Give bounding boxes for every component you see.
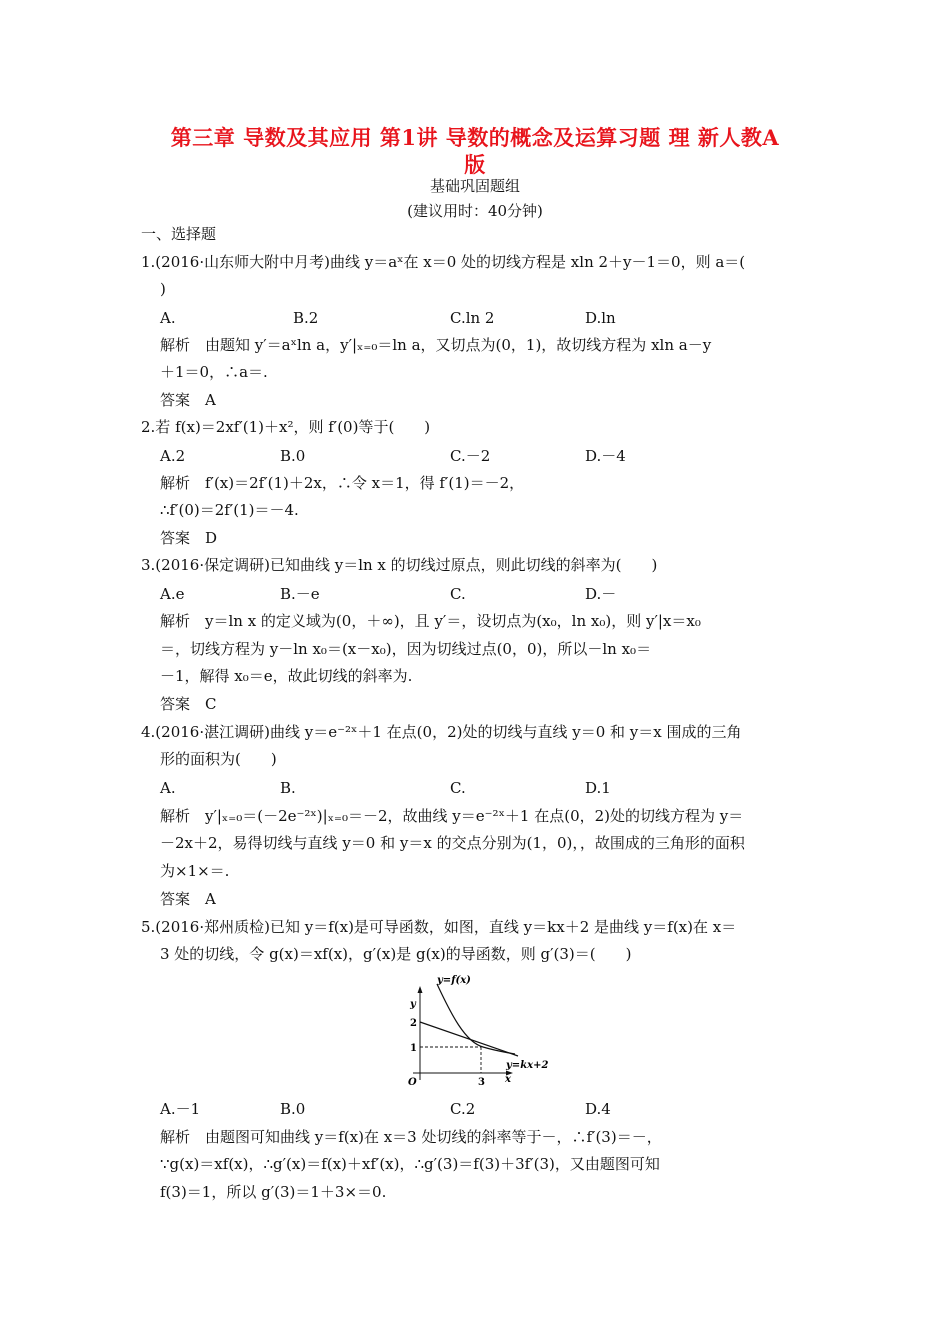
q5-option-a: A.－1 xyxy=(160,1100,201,1118)
q4-stem-line1: 4.(2016·湛江调研)曲线 y＝e⁻²ˣ＋1 在点(0，2)处的切线与直线 y＝0 和 y＝x 围成的三角 xyxy=(141,723,742,741)
q1-stem-line1: 1.(2016·山东师大附中月考)曲线 y＝aˣ在 x＝0 处的切线方程是 xln 2＋y－1＝0，则 a＝( xyxy=(141,253,746,271)
q4-option-b: B. xyxy=(280,779,296,797)
curve-fx xyxy=(437,984,515,1054)
tangent-line-figure xyxy=(393,970,553,1092)
x-axis-label: x xyxy=(505,1074,511,1085)
q5-option-c: C.2 xyxy=(450,1100,476,1118)
q5-analysis-line1: 解析 由题图可知曲线 y＝f(x)在 x＝3 处切线的斜率等于－，∴f′(3)＝－， xyxy=(160,1128,662,1146)
q4-answer: 答案 A xyxy=(160,890,216,908)
q5-option-d: D.4 xyxy=(585,1100,611,1118)
y-axis-label: y xyxy=(410,999,416,1010)
q1-option-b: B.2 xyxy=(293,309,319,327)
q3-analysis-line1: 解析 y＝ln x 的定义域为(0，＋∞)，且 y′＝，设切点为(x₀，ln x₀)，则 y′|x＝x₀ xyxy=(160,612,701,630)
group-heading: 基础巩固题组 xyxy=(429,177,520,195)
q2-answer: 答案 D xyxy=(160,529,218,547)
q2-analysis-line2: ∴f′(0)＝2f′(1)＝－4. xyxy=(160,501,299,519)
q3-analysis-line3: －1，解得 x₀＝e，故此切线的斜率为. xyxy=(160,667,413,685)
time-suggestion: (建议用时：40分钟) xyxy=(407,202,543,220)
q3-option-a: A.e xyxy=(160,585,185,603)
q5-stem-line2: 3 处的切线，令 g(x)＝xf(x)，g′(x)是 g(x)的导函数，则 g′(3)＝( ) xyxy=(160,945,632,963)
q1-option-c: C.ln 2 xyxy=(450,309,495,327)
q5-analysis-line2: ∵g(x)＝xf(x)，∴g′(x)＝f(x)＋xf′(x)，∴g′(3)＝f(3)＋3f′(3)，又由题图可知 xyxy=(160,1155,660,1173)
q2-option-b: B.0 xyxy=(280,447,306,465)
section-heading: 一、选择题 xyxy=(141,225,217,243)
q4-option-a: A. xyxy=(160,779,176,797)
q2-option-a: A.2 xyxy=(160,447,186,465)
q2-analysis-line1: 解析 f′(x)＝2f′(1)＋2x，∴令 x＝1，得 f′(1)＝－2， xyxy=(160,474,525,492)
q1-analysis-line2: ＋1＝0，∴a＝. xyxy=(160,363,268,381)
q4-stem-line2: 形的面积为( ) xyxy=(160,750,277,768)
q2-option-c: C.－2 xyxy=(450,447,491,465)
origin-label: O xyxy=(408,1077,417,1088)
q3-stem: 3.(2016·保定调研)已知曲线 y＝ln x 的切线过原点，则此切线的斜率为( ) xyxy=(141,556,658,574)
title-line-2: 版 xyxy=(464,152,486,177)
q5-stem-line1: 5.(2016·郑州质检)已知 y＝f(x)是可导函数，如图，直线 y＝kx＋2 是曲线 y＝f(x)在 x＝ xyxy=(141,918,737,936)
q3-option-b: B.－e xyxy=(280,585,320,603)
title-line-1: 第三章 导数及其应用 第1讲 导数的概念及运算习题 理 新人教A xyxy=(170,125,780,150)
q4-option-c: C. xyxy=(450,779,466,797)
q3-option-c: C. xyxy=(450,585,466,603)
tangent-line xyxy=(420,1022,518,1056)
q5-option-b: B.0 xyxy=(280,1100,306,1118)
tick-label-1: 1 xyxy=(410,1043,417,1054)
q5-analysis-line3: f(3)＝1，所以 g′(3)＝1＋3×＝0. xyxy=(160,1183,387,1201)
q2-stem: 2.若 f(x)＝2xf′(1)＋x²，则 f′(0)等于( ) xyxy=(141,418,431,436)
tick-label-2: 2 xyxy=(410,1018,417,1029)
q3-option-d: D.－ xyxy=(585,585,617,603)
q4-option-d: D.1 xyxy=(585,779,611,797)
q1-option-d: D.ln xyxy=(585,309,616,327)
document-title xyxy=(140,124,810,178)
q1-answer: 答案 A xyxy=(160,391,216,409)
q3-answer: 答案 C xyxy=(160,695,217,713)
q1-stem-line2: ) xyxy=(160,280,166,298)
line-label: y=kx+2 xyxy=(506,1060,549,1071)
figure-y-arrow xyxy=(418,986,423,993)
q1-analysis-line1: 解析 由题知 y′＝aˣln a，y′|ₓ₌₀＝ln a，又切点为(0，1)，故切线方程为 xln a－y xyxy=(160,336,712,354)
tick-label-3: 3 xyxy=(478,1077,485,1088)
q1-option-a: A. xyxy=(160,309,176,327)
q4-analysis-line2: －2x＋2，易得切线与直线 y＝0 和 y＝x 的交点分别为(1，0)，，故围成的三角形的面积 xyxy=(160,834,745,852)
curve-label: y=f(x) xyxy=(437,975,471,986)
q4-analysis-line1: 解析 y′|ₓ₌₀＝(－2e⁻²ˣ)|ₓ₌₀＝－2，故曲线 y＝e⁻²ˣ＋1 在点(0，2)处的切线方程为 y＝ xyxy=(160,807,744,825)
q4-analysis-line3: 为×1×＝. xyxy=(160,862,230,880)
q2-option-d: D.－4 xyxy=(585,447,626,465)
q3-analysis-line2: ＝，切线方程为 y－ln x₀＝(x－x₀)，因为切线过点(0，0)，所以－ln x₀＝ xyxy=(160,640,652,658)
